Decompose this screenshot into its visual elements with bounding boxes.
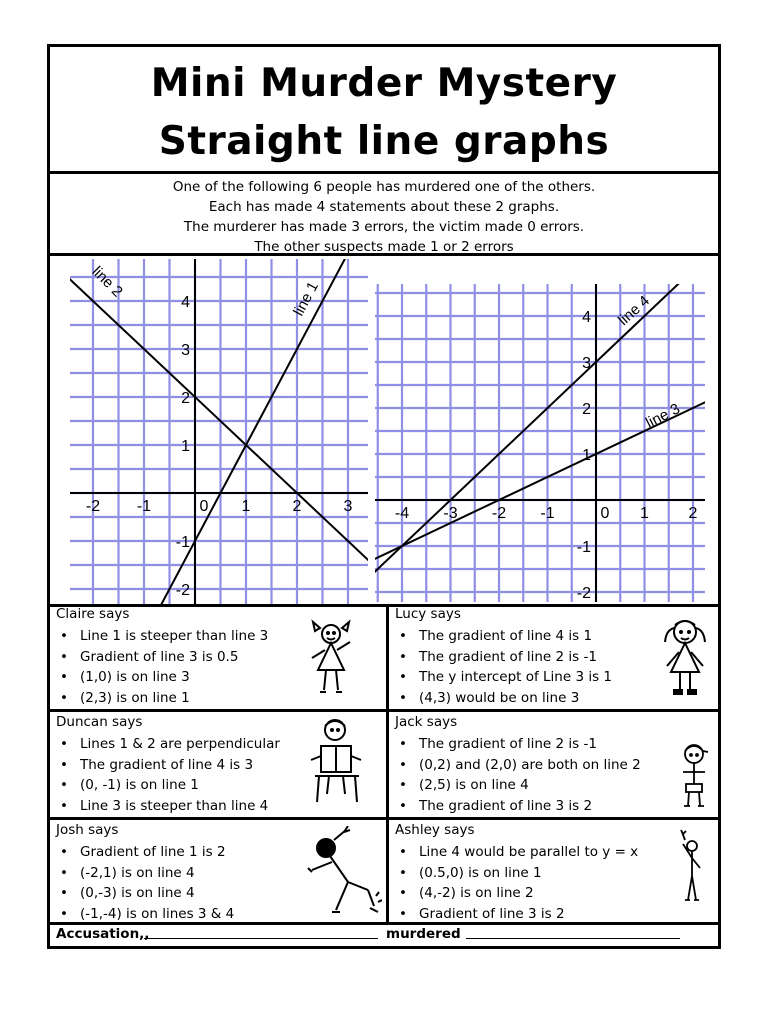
series-label: line 3 [643,400,683,432]
y-tick-label: -2 [576,585,591,602]
y-tick-label: 4 [582,309,591,326]
suspect-name: Jack says [395,714,458,730]
statement: • (-1,-4) is on lines 3 & 4 [56,904,234,925]
grid [70,259,368,604]
girl-with-bows-drawing [306,618,356,700]
instruction-line: Each has made 4 statements about these 2 graphs. [208,199,560,215]
suspect-name: Josh says [56,822,119,838]
x-tick-label: 0 [199,498,209,515]
worksheet [47,44,721,949]
statement-list [56,734,280,816]
statement: • (4,-2) is on line 2 [395,883,638,904]
statement: • (2,5) is on line 4 [395,775,641,796]
statement: • The gradient of line 4 is 3 [56,755,280,776]
x-tick-label: -1 [540,505,555,522]
y-tick-label: -2 [175,582,190,599]
suspect-duncan [50,712,384,816]
divider [50,817,718,820]
accusation-row [50,925,718,946]
suspect-josh [50,820,384,924]
divider [386,604,389,922]
series-label: line 4 [614,292,654,329]
y-tick-label: -1 [576,539,591,556]
statement: • (2,3) is on line 1 [56,688,268,709]
girl-pigtails-drawing [659,616,711,700]
y-tick-label: 2 [582,401,591,418]
y-tick-label: 1 [181,438,190,455]
statement: • The gradient of line 2 is -1 [395,734,641,755]
boy-cap-drawing [677,740,711,812]
x-tick-label: 1 [640,505,649,522]
x-tick-label: -2 [85,498,101,515]
statement: • (1,0) is on line 3 [56,667,268,688]
statement: • Lines 1 & 2 are perpendicular [56,734,280,755]
boy-reading-drawing [305,716,369,812]
suspect-name: Lucy says [395,606,461,622]
x-tick-label: -2 [491,505,507,522]
y-tick-label: 3 [181,342,190,359]
series-line [375,284,705,602]
suspect-lucy [389,604,723,708]
statement: • (-2,1) is on line 4 [56,863,234,884]
statement: • Gradient of line 3 is 0.5 [56,647,268,668]
instructions [50,174,718,256]
x-tick-label: 3 [343,498,353,515]
y-tick-label: -1 [175,534,190,551]
x-tick-label: 1 [241,498,251,515]
y-tick-label: 1 [582,447,591,464]
y-tick-label: 2 [181,390,190,407]
statement: • Line 4 would be parallel to y = x [395,842,638,863]
x-tick-label: -1 [136,498,152,515]
suspect-name: Ashley says [395,822,475,838]
statement: • Gradient of line 1 is 2 [56,842,234,863]
instruction-line: The other suspects made 1 or 2 errors [254,239,514,255]
accusation-blank-2[interactable] [466,926,680,943]
suspect-jack [389,712,723,816]
boy-dancing-drawing [296,826,382,922]
suspect-ashley [389,820,723,924]
accusation-blank-1[interactable] [144,926,378,943]
y-tick-label: 4 [181,294,190,311]
series-label: line 2 [88,263,126,301]
statement: • Line 1 is steeper than line 3 [56,626,268,647]
girl-waving-drawing [679,828,707,908]
statement: • (4,3) would be on line 3 [395,688,612,709]
suspect-claire [50,604,384,708]
statement-list [395,626,612,708]
suspect-name: Claire says [56,606,130,622]
x-tick-label: 2 [292,498,302,515]
graph-lines-3-4 [375,284,705,602]
statement: • (0,2) and (2,0) are both on line 2 [395,755,641,776]
x-tick-label: 0 [600,505,610,522]
statement: • The gradient of line 2 is -1 [395,647,612,668]
statement: • The y intercept of Line 3 is 1 [395,667,612,688]
page-subtitle: Straight line graphs [158,119,610,164]
accusation-label: Accusation,, [56,926,150,942]
series-label: line 1 [290,279,322,319]
x-tick-label: -3 [443,505,458,522]
suspect-name: Duncan says [56,714,143,730]
instruction-line: One of the following 6 people has murdered one of the others. [172,179,596,195]
graphs-panel [50,259,718,607]
grid [375,284,705,602]
x-tick-label: 2 [688,505,698,522]
y-tick-label: 3 [582,355,591,372]
page-title: Mini Murder Mystery [150,61,618,106]
divider [50,709,718,712]
x-tick-label: -4 [394,505,410,522]
statement: • Gradient of line 3 is 2 [395,904,638,925]
graph-lines-1-2 [70,259,368,604]
statement-list [395,734,641,816]
statement: • (0, -1) is on line 1 [56,775,280,796]
statement-list [56,842,234,924]
statement: • Line 3 is steeper than line 4 [56,796,280,817]
statement: • (0.5,0) is on line 1 [395,863,638,884]
statement: • The gradient of line 4 is 1 [395,626,612,647]
statement-list [56,626,268,708]
title-box [50,47,718,174]
instruction-line: The murderer has made 3 errors, the victim made 0 errors. [183,219,585,235]
statement: • (0,-3) is on line 4 [56,883,234,904]
murdered-label: murdered [386,926,461,942]
statement: • The gradient of line 3 is 2 [395,796,641,817]
statement-list [395,842,638,924]
